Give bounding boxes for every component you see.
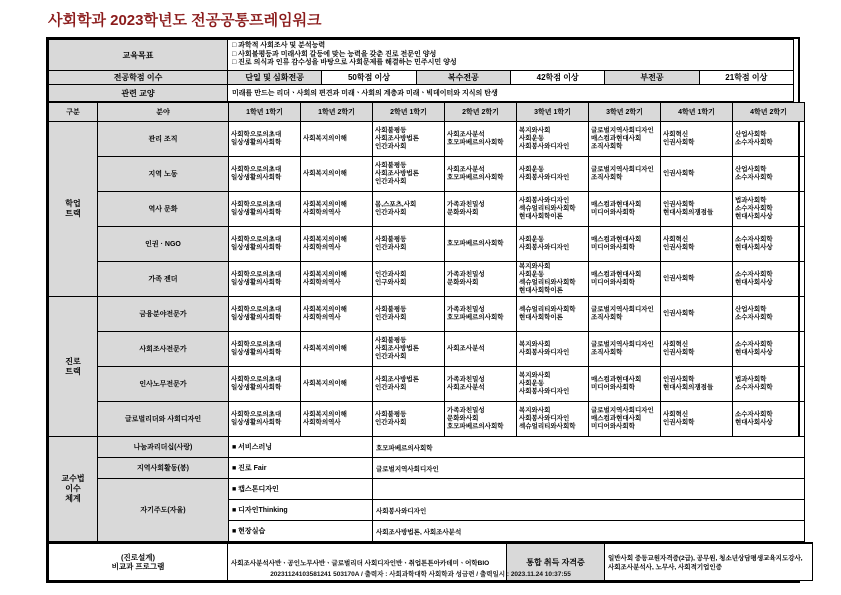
- course-cell: 인권사회학: [661, 157, 733, 192]
- course-cell: 사회복지의이해 사회학의역사: [301, 227, 373, 262]
- liberal-arts-label: 관련 교양: [49, 85, 228, 102]
- extras-field-label: 자기주도(자율): [98, 479, 229, 542]
- extras-course: 사회조사방법론, 사회조사분석: [373, 521, 805, 542]
- course-cell: 사회학으로의초대 일상생활의사회학: [229, 367, 301, 402]
- course-cell: 소수자사회학 현대사회사상: [733, 262, 805, 297]
- course-cell: 가족과친밀성 문화와사회 호모파베르의사회학: [445, 402, 517, 437]
- course-cell: 사회조사분석: [445, 332, 517, 367]
- extras-course: 호모파베르의사회학: [373, 437, 805, 458]
- credit-type: 부전공: [605, 71, 699, 85]
- course-cell: 사회복지의이해: [301, 157, 373, 192]
- course-cell: 사회혁신 인권사회학: [661, 402, 733, 437]
- course-cell: 사회학으로의초대 일상생활의사회학: [229, 192, 301, 227]
- column-header: 2학년 2학기: [445, 103, 517, 122]
- course-cell: 가족과친밀성 문화와사회: [445, 192, 517, 227]
- extras-course: [373, 479, 805, 500]
- field-label: 글로벌리더와 사회디자인: [98, 402, 229, 437]
- course-cell: 글로벌지역사회디자인 매스컴과현대사회 미디어와사회학: [589, 402, 661, 437]
- course-cell: 복지와사회 사회운동 섹슈얼리티와사회학 현대사회학이론: [517, 262, 589, 297]
- extras-program: ■ 캡스톤디자인: [229, 479, 373, 500]
- course-cell: 사회학으로의초대 일상생활의사회학: [229, 157, 301, 192]
- course-cell: 사회불평등 사회조사방법론 인간과사회: [373, 122, 445, 157]
- course-cell: 사회학으로의초대 일상생활의사회학: [229, 332, 301, 367]
- column-header: 분야: [98, 103, 229, 122]
- course-cell: 인권사회학: [661, 297, 733, 332]
- credit-value: 50학점 이상: [322, 71, 416, 85]
- course-cell: 사회학으로의초대 일상생활의사회학: [229, 122, 301, 157]
- course-cell: 산업사회학 소수자사회학: [733, 157, 805, 192]
- course-cell: 매스컴과현대사회 미디어와사회학: [589, 227, 661, 262]
- course-cell: 사회불평등 사회조사방법론 인간과사회: [373, 157, 445, 192]
- column-header: 1학년 2학기: [301, 103, 373, 122]
- credit-requirement-label: 전공학점 이수: [49, 71, 228, 85]
- course-cell: 매스컴과현대사회 미디어와사회학: [589, 192, 661, 227]
- column-header: 구분: [49, 103, 98, 122]
- column-header: 3학년 1학기: [517, 103, 589, 122]
- course-cell: 사회혁신 인권사회학: [661, 122, 733, 157]
- page-title: 사회학과 2023학년도 전공공통프레임워크: [48, 12, 322, 29]
- course-cell: 사회복지의이해 사회학의역사: [301, 192, 373, 227]
- course-cell: 글로벌지역사회디자인 조직사회학: [589, 157, 661, 192]
- course-cell: 가족과친밀성 사회조사분석: [445, 367, 517, 402]
- column-header: 2학년 1학기: [373, 103, 445, 122]
- extras-group-label: 교수법 이수 체계: [49, 437, 98, 542]
- course-cell: 글로벌지역사회디자인 조직사회학: [589, 332, 661, 367]
- course-cell: 사회복지의이해 사회학의역사: [301, 297, 373, 332]
- credit-value: 42학점 이상: [510, 71, 604, 85]
- course-cell: 글로벌지역사회디자인 조직사회학: [589, 297, 661, 332]
- course-cell: 사회운동 사회봉사와디자인: [517, 227, 589, 262]
- education-goals: □ 과학적 사회조사 및 분석능력 □ 사회불평등과 미래사회 갈등에 맞는 능력을 갖춘 진로 전문인 양성 □ 진로 의식과 인류 감수성을 바탕으로 사회문제를 해결하는 민주시민 양성: [228, 40, 794, 71]
- field-label: 인권 · NGO: [98, 227, 229, 262]
- extras-program: ■ 진로 Fair: [229, 458, 373, 479]
- extras-program: ■ 디자인Thinking: [229, 500, 373, 521]
- field-label: 인사노무전문가: [98, 367, 229, 402]
- course-cell: 인권사회학 현대사회의쟁점들: [661, 367, 733, 402]
- course-cell: 사회학으로의초대 일상생활의사회학: [229, 402, 301, 437]
- extras-program: ■ 서비스러닝: [229, 437, 373, 458]
- course-cell: 가족과친밀성 호모파베르의사회학: [445, 297, 517, 332]
- course-cell: 인권사회학 현대사회의쟁점들: [661, 192, 733, 227]
- course-cell: 사회불평등 사회조사방법론 인간과사회: [373, 332, 445, 367]
- course-cell: 산업사회학 소수자사회학: [733, 297, 805, 332]
- course-cell: 사회학으로의초대 일상생활의사회학: [229, 227, 301, 262]
- track-group-label: 학업 트랙: [49, 122, 98, 297]
- course-cell: 법과사회학 소수자사회학 현대사회사상: [733, 192, 805, 227]
- course-cell: 사회조사방법론 인간과사회: [373, 367, 445, 402]
- course-cell: 인권사회학: [661, 262, 733, 297]
- extras-field-label: 지역사회활동(봉): [98, 458, 229, 479]
- course-cell: 사회조사분석 호모파베르의사회학: [445, 122, 517, 157]
- course-cell: 호모파베르의사회학: [445, 227, 517, 262]
- field-label: 사회조사전문가: [98, 332, 229, 367]
- column-header: 4학년 2학기: [733, 103, 805, 122]
- field-label: 가족 젠더: [98, 262, 229, 297]
- course-cell: 소수자사회학 현대사회사상: [733, 227, 805, 262]
- extras-course: 사회봉사와디자인: [373, 500, 805, 521]
- field-label: 관리 조직: [98, 122, 229, 157]
- info-table: [48, 39, 794, 102]
- course-cell: 복지와사회 사회운동 사회봉사와디자인: [517, 367, 589, 402]
- course-cell: 사회복지의이해: [301, 332, 373, 367]
- course-cell: 사회학으로의초대 일상생활의사회학: [229, 297, 301, 332]
- course-cell: 섹슈얼리티와사회학 현대사회학이론: [517, 297, 589, 332]
- course-cell: 가족과친밀성 문화와사회: [445, 262, 517, 297]
- course-cell: 글로벌지역사회디자인 매스컴과현대사회 조직사회학: [589, 122, 661, 157]
- curriculum-grid-table: [48, 102, 805, 542]
- column-header: 4학년 1학기: [661, 103, 733, 122]
- course-cell: 사회불평등 인간과사회: [373, 227, 445, 262]
- extracurricular-programs: 사회조사분석사반ㆍ공인노무사반ㆍ글로벌리더 사회디자인반ㆍ취업튼튼아카데미ㆍ어학BIO: [228, 543, 507, 581]
- course-cell: 사회불평등 인간과사회: [373, 297, 445, 332]
- course-cell: 매스컴과현대사회 미디어와사회학: [589, 262, 661, 297]
- course-cell: 복지와사회 사회봉사와디자인 섹슈얼리티와사회학: [517, 402, 589, 437]
- extras-program: ■ 현장실습: [229, 521, 373, 542]
- field-label: 지역 노동: [98, 157, 229, 192]
- extracurricular-label: (진로설계) 비교과 프로그램: [49, 543, 228, 581]
- field-label: 역사 문화: [98, 192, 229, 227]
- course-cell: 사회봉사와디자인 섹슈얼리티와사회학 현대사회학이론: [517, 192, 589, 227]
- course-cell: 사회복지의이해 사회학의역사: [301, 402, 373, 437]
- course-cell: 산업사회학 소수자사회학: [733, 122, 805, 157]
- extras-field-label: 나눔과리더십(사랑): [98, 437, 229, 458]
- extras-course: 글로벌지역사회디자인: [373, 458, 805, 479]
- course-cell: 사회복지의이해 사회학의역사: [301, 262, 373, 297]
- credit-type: 복수전공: [416, 71, 510, 85]
- course-cell: 사회조사분석 호모파베르의사회학: [445, 157, 517, 192]
- field-label: 금융분야전문가: [98, 297, 229, 332]
- course-cell: 사회학으로의초대 일상생활의사회학: [229, 262, 301, 297]
- certificate-list: 일반사회 중등교원자격증(2급), 공무원, 청소년상담평생교육지도강사, 사회조사분석사, 노무사, 사회적기업인증: [605, 543, 813, 581]
- course-cell: 복지와사회 사회봉사와디자인: [517, 332, 589, 367]
- course-cell: 소수자사회학 현대사회사상: [733, 402, 805, 437]
- course-cell: 법과사회학 소수자사회학: [733, 367, 805, 402]
- column-header: 1학년 1학기: [229, 103, 301, 122]
- credit-type: 단일 및 심화전공: [228, 71, 322, 85]
- course-cell: 사회혁신 인권사회학: [661, 227, 733, 262]
- course-cell: 사회불평등 인간과사회: [373, 402, 445, 437]
- course-cell: 사회혁신 인권사회학: [661, 332, 733, 367]
- course-cell: 사회운동 사회봉사와디자인: [517, 157, 589, 192]
- framework-table: [46, 37, 803, 583]
- course-cell: 소수자사회학 현대사회사상: [733, 332, 805, 367]
- course-cell: 사회복지의이해: [301, 367, 373, 402]
- certificate-label: 통합 취득 자격증: [507, 543, 605, 581]
- course-cell: 인간과사회 인구와사회: [373, 262, 445, 297]
- track-group-label: 진로 트랙: [49, 297, 98, 437]
- course-cell: 복지와사회 사회운동 사회봉사와디자인: [517, 122, 589, 157]
- print-footer: 20231124103581241 503170A / 출력자 : 사회과학대학 사회학과 성금련 / 출력일시 : 2023.11.24 10:37:55: [270, 571, 571, 578]
- credit-value: 21학점 이상: [699, 71, 793, 85]
- column-header: 3학년 2학기: [589, 103, 661, 122]
- education-goal-label: 교육목표: [49, 40, 228, 71]
- course-cell: 매스컴과현대사회 미디어와사회학: [589, 367, 661, 402]
- liberal-arts-courses: 미래를 만드는 리더ㆍ사회의 편견과 미래ㆍ사회의 계층과 미래ㆍ빅데이터와 지식의 탄생: [228, 85, 794, 102]
- course-cell: 사회복지의이해: [301, 122, 373, 157]
- course-cell: 몸,스포츠,사회 인간과사회: [373, 192, 445, 227]
